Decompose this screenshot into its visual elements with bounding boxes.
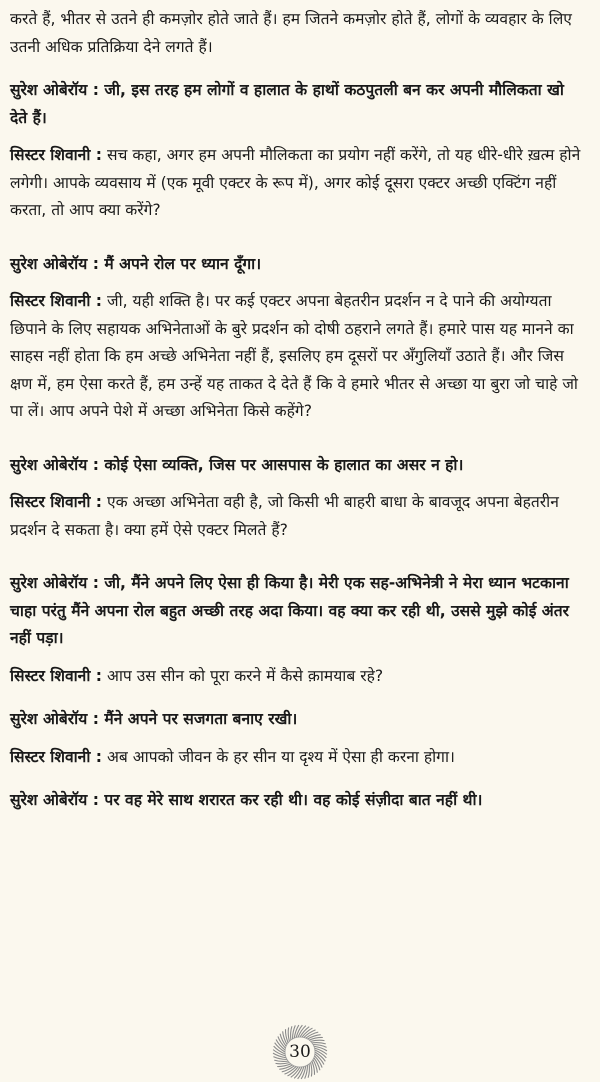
paragraph-12 bbox=[10, 787, 584, 815]
speaker-label: सिस्टर शिवानी : bbox=[10, 747, 103, 766]
page-number-badge bbox=[272, 1024, 328, 1080]
paragraph-4 bbox=[10, 251, 584, 279]
paragraph-text: जी, इस तरह हम लोगों व हालात के हाथों कठपुतली बन कर अपनी मौलिकता खो देते हैं। bbox=[10, 81, 564, 127]
paragraph-10 bbox=[10, 706, 584, 734]
paragraph-text: सच कहा, अगर हम अपनी मौलिकता का प्रयोग नहीं करेंगे, तो यह धीरे-धीरे ख़त्म होने लगेगी। आपके व्यवसाय में (एक मूवी एक्टर के रूप में), अगर कोई दूसरा एक्टर अच्छी एक्टिंग नहीं करता, तो आप क्या करेंगे? bbox=[10, 146, 581, 219]
speaker-label: सिस्टर शिवानी : bbox=[10, 493, 103, 511]
paragraph-9 bbox=[10, 663, 584, 691]
speaker-label: सुरेश ओबेरॉय : bbox=[10, 254, 99, 273]
paragraph-text: जी, यही शक्ति है। पर कई एक्टर अपना बेहतरीन प्रदर्शन न दे पाने की अयोग्यता छिपाने के लिए सहायक अभिनेताओं के बुरे प्रदर्शन को दोषी ठहराने लगते हैं। हमारे पास यह मानने का साहस नहीं होता कि हम अच्छे अभिनेता नहीं हैं, इसलिए हम दूसरों पर अँगुलियाँ उठाते हैं। और जिस क्षण में, हम ऐसा करते हैं, हम उन्हें यह ताकत दे देते हैं कि वे हमारे भीतर से अच्छा या बुरा जो चाहे जो पा लें। आप अपने पेशे में अच्छा अभिनेता किसे कहेंगे? bbox=[10, 292, 578, 420]
paragraph-6 bbox=[10, 452, 584, 480]
paragraph-11 bbox=[10, 744, 584, 772]
paragraph-text: पर वह मेरे साथ शरारत कर रही थी। वह कोई संज़ीदा बात नहीं थी। bbox=[104, 791, 483, 809]
paragraph-text: करते हैं, भीतर से उतने ही कमज़ोर होते जाते हैं। हम जितने कमज़ोर होते हैं, लोगों के व्यवहार के लिए उतनी अधिक प्रतिक्रिया देने लगते हैं। bbox=[10, 10, 572, 56]
paragraph-text: अब आपको जीवन के हर सीन या दृश्य में ऐसा ही करना होगा। bbox=[107, 747, 455, 766]
speaker-label: सुरेश ओबेरॉय : bbox=[10, 81, 99, 99]
paragraph-text: आप उस सीन को पूरा करने में कैसे क़ामयाब रहे? bbox=[107, 666, 384, 685]
paragraph-2 bbox=[10, 77, 584, 132]
paragraph-5 bbox=[10, 288, 584, 426]
paragraph-text: जी, मैंने अपने लिए ऐसा ही किया है। मेरी एक सह-अभिनेत्री ने मेरा ध्यान भटकाना चाहा परंतु मैंने अपना रोल बहुत अच्छी तरह अदा किया। वह क्या कर रही थी, उससे मुझे कोई अंतर नहीं पड़ा। bbox=[10, 574, 569, 647]
page-footer bbox=[0, 1024, 600, 1080]
speaker-label: सुरेश ओबेरॉय : bbox=[10, 791, 99, 809]
paragraph-7 bbox=[10, 489, 584, 544]
paragraph-text: मैं अपने रोल पर ध्यान दूँगा। bbox=[104, 254, 262, 273]
page-number: 30 bbox=[289, 1042, 311, 1062]
speaker-label: सुरेश ओबेरॉय : bbox=[10, 710, 99, 728]
speaker-label: सुरेश ओबेरॉय : bbox=[10, 455, 99, 474]
speaker-label: सिस्टर शिवानी : bbox=[10, 146, 103, 164]
paragraph-3 bbox=[10, 142, 584, 225]
paragraph-text: कोई ऐसा व्यक्ति, जिस पर आसपास के हालात का असर न हो। bbox=[104, 455, 464, 474]
paragraph-1 bbox=[10, 6, 584, 61]
paragraph-text: एक अच्छा अभिनेता वही है, जो किसी भी बाहरी बाधा के बावजूद अपना बेहतरीन प्रदर्शन दे सकता है। क्या हमें ऐसे एक्टर मिलते हैं? bbox=[10, 493, 559, 539]
speaker-label: सिस्टर शिवानी : bbox=[10, 666, 103, 685]
speaker-label: सिस्टर शिवानी : bbox=[10, 292, 103, 310]
speaker-label: सुरेश ओबेरॉय : bbox=[10, 574, 99, 592]
paragraph-8 bbox=[10, 570, 584, 653]
paragraph-text: मैंने अपने पर सजगता बनाए रखी। bbox=[104, 710, 298, 728]
